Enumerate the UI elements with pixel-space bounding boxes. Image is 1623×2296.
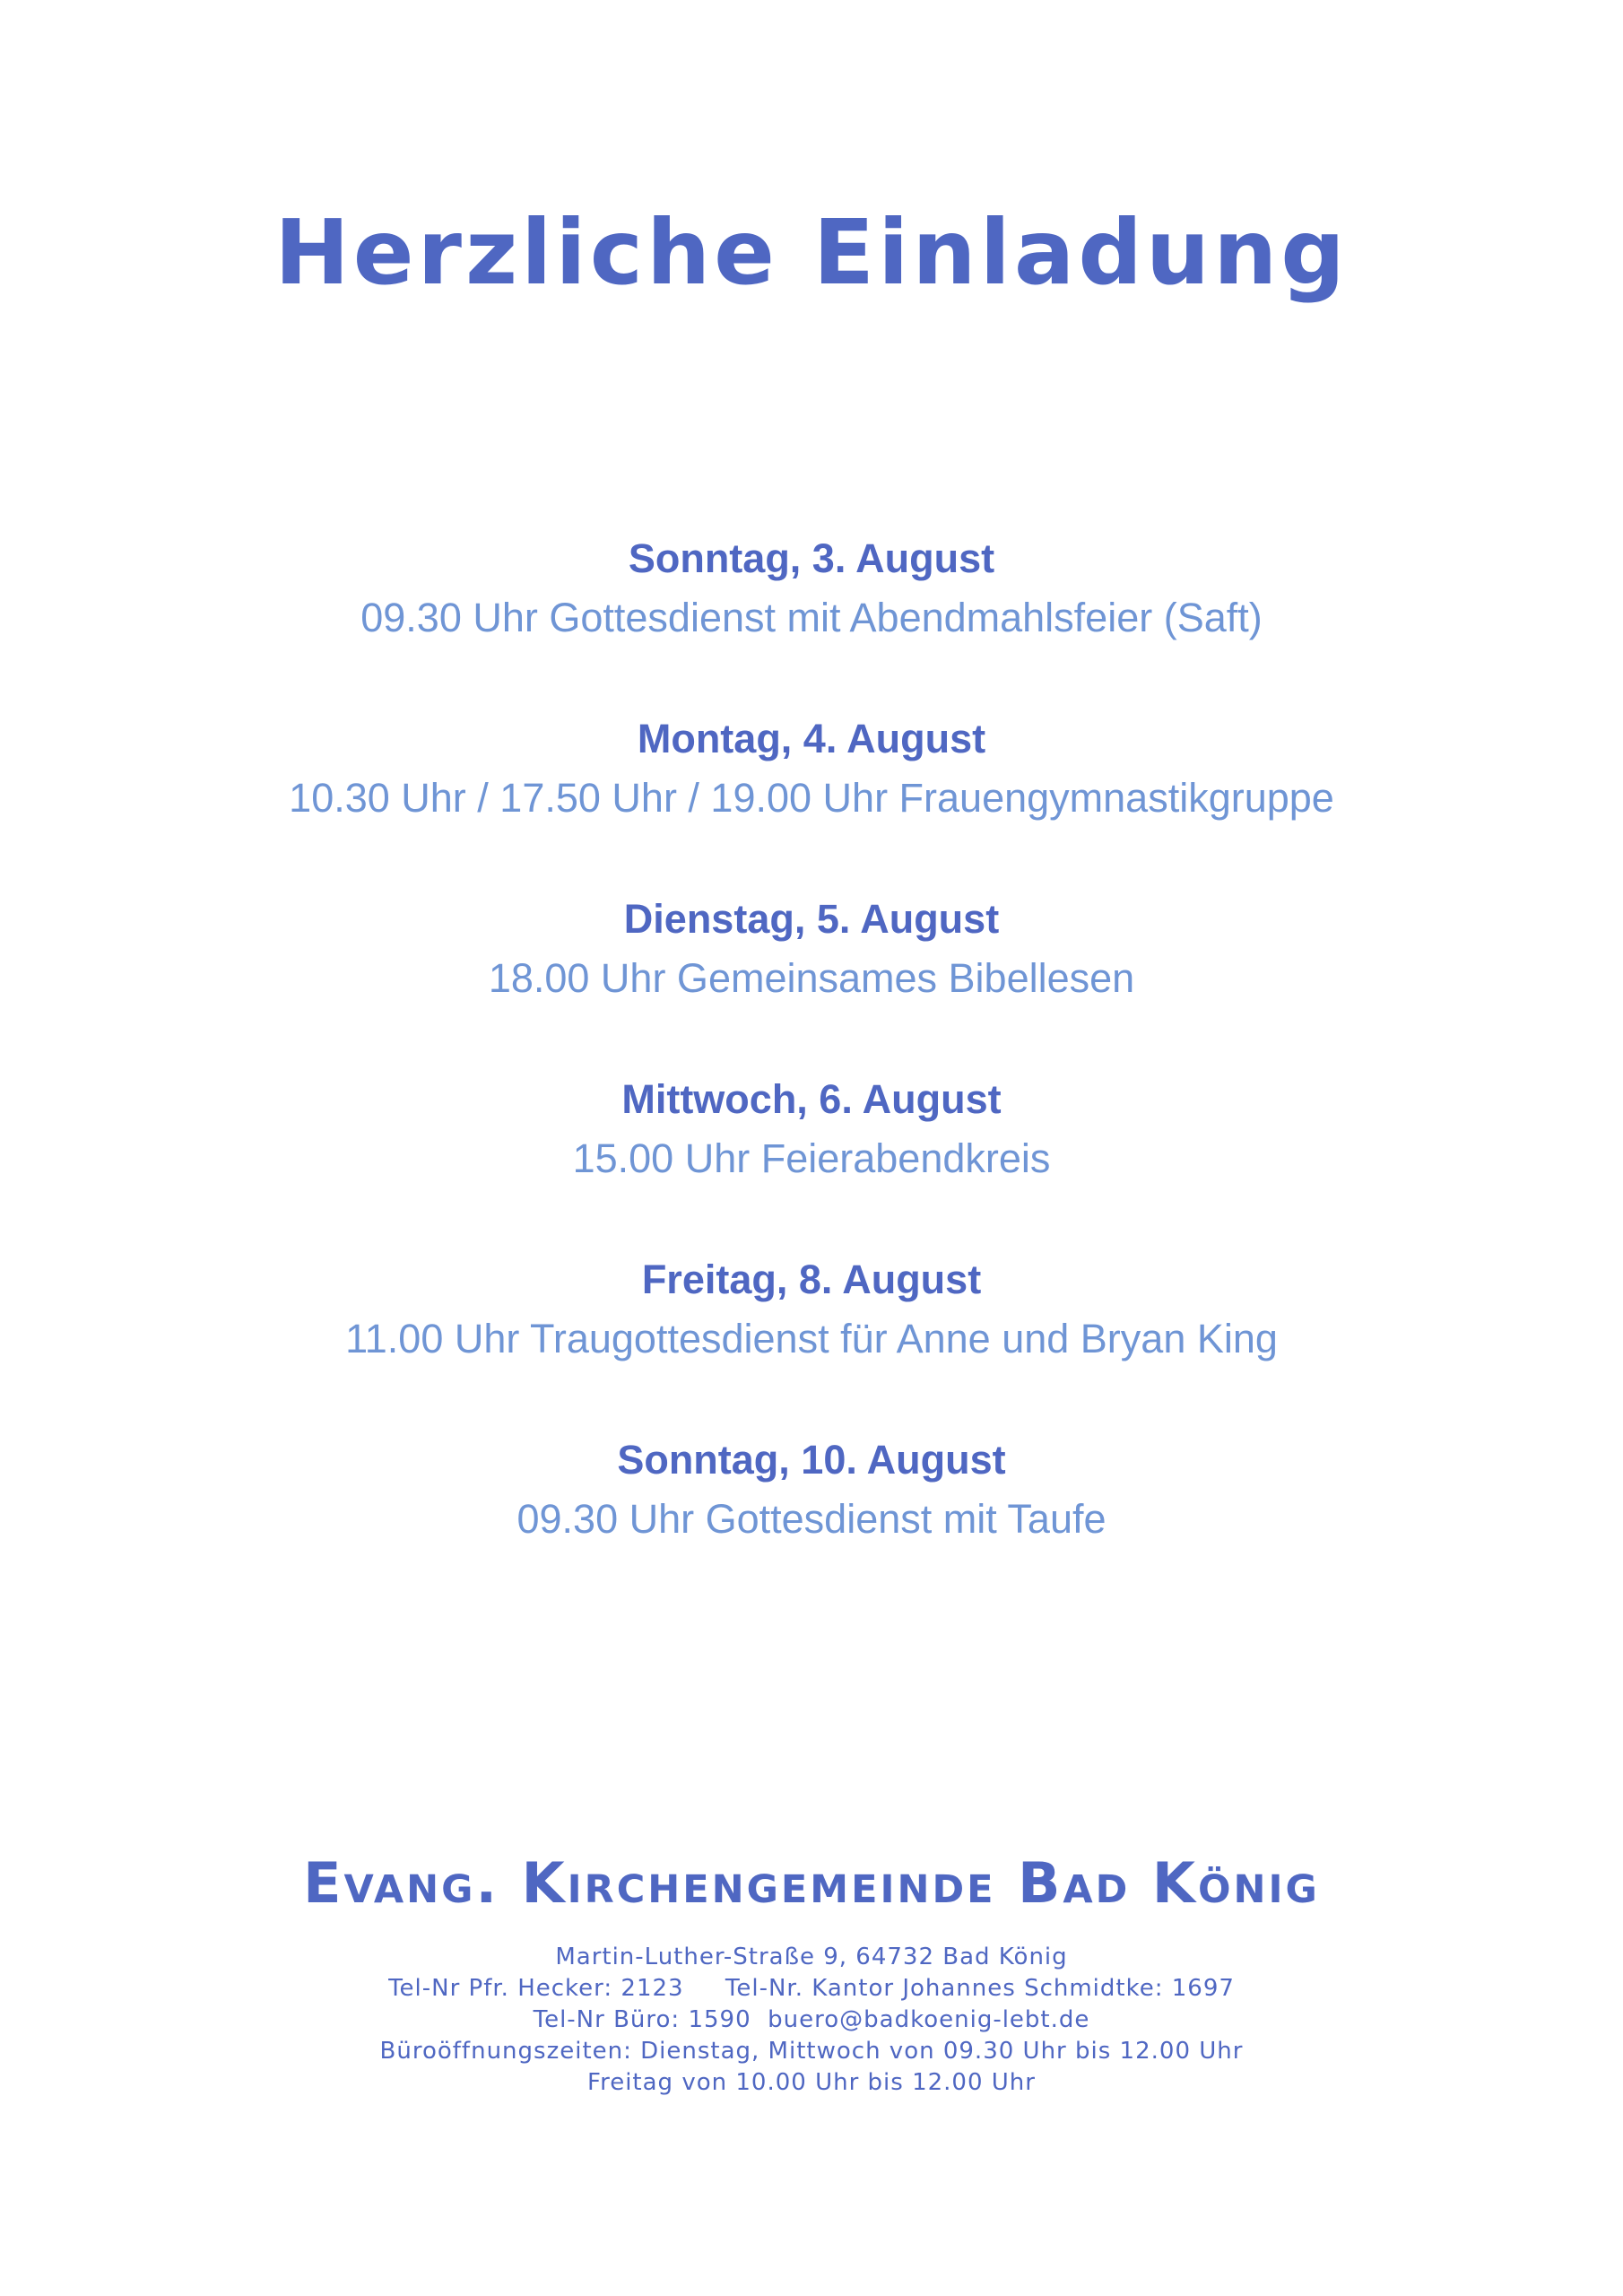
event-day: Sonntag, 3. August <box>628 535 995 581</box>
page-title: Herzliche Einladung <box>274 200 1349 305</box>
phone-numbers: Tel-Nr Pfr. Hecker: 2123 Tel-Nr. Kantor Johannes Schmidtke: 1697 <box>388 1975 1235 2002</box>
event-description: 10.30 Uhr / 17.50 Uhr / 19.00 Uhr Frauengymnastikgruppe <box>289 775 1334 821</box>
event-day: Dienstag, 5. August <box>623 896 1000 942</box>
event-day: Montag, 4. August <box>637 716 986 761</box>
event-description: 11.00 Uhr Traugottesdienst für Anne und Bryan King <box>345 1316 1278 1361</box>
event-day: Freitag, 8. August <box>641 1257 982 1302</box>
event-item <box>0 709 1623 890</box>
organization-name: Evang. Kirchengemeinde Bad König <box>303 1850 1320 1916</box>
event-day: Sonntag, 10. August <box>617 1437 1006 1483</box>
event-item <box>0 1070 1623 1250</box>
event-day: Mittwoch, 6. August <box>621 1076 1002 1122</box>
office-hours-friday: Freitag von 10.00 Uhr bis 12.00 Uhr <box>587 2069 1036 2096</box>
event-description: 18.00 Uhr Gemeinsames Bibellesen <box>488 955 1135 1001</box>
event-description: 09.30 Uhr Gottesdienst mit Abendmahlsfeier (Saft) <box>360 595 1263 640</box>
contact-block <box>0 1942 1623 2099</box>
event-description: 09.30 Uhr Gottesdienst mit Taufe <box>516 1496 1107 1542</box>
address: Martin-Luther-Straße 9, 64732 Bad König <box>555 1944 1068 1970</box>
event-description: 15.00 Uhr Feierabendkreis <box>572 1135 1051 1181</box>
office-contact: Tel-Nr Büro: 1590 buero@badkoenig-lebt.de <box>533 2006 1090 2033</box>
event-item <box>0 890 1623 1070</box>
event-item <box>0 1250 1623 1431</box>
office-hours: Büroöffnungszeiten: Dienstag, Mittwoch von 09.30 Uhr bis 12.00 Uhr <box>379 2038 1244 2065</box>
event-item <box>0 529 1623 709</box>
event-schedule <box>0 529 1623 1611</box>
event-item <box>0 1431 1623 1611</box>
